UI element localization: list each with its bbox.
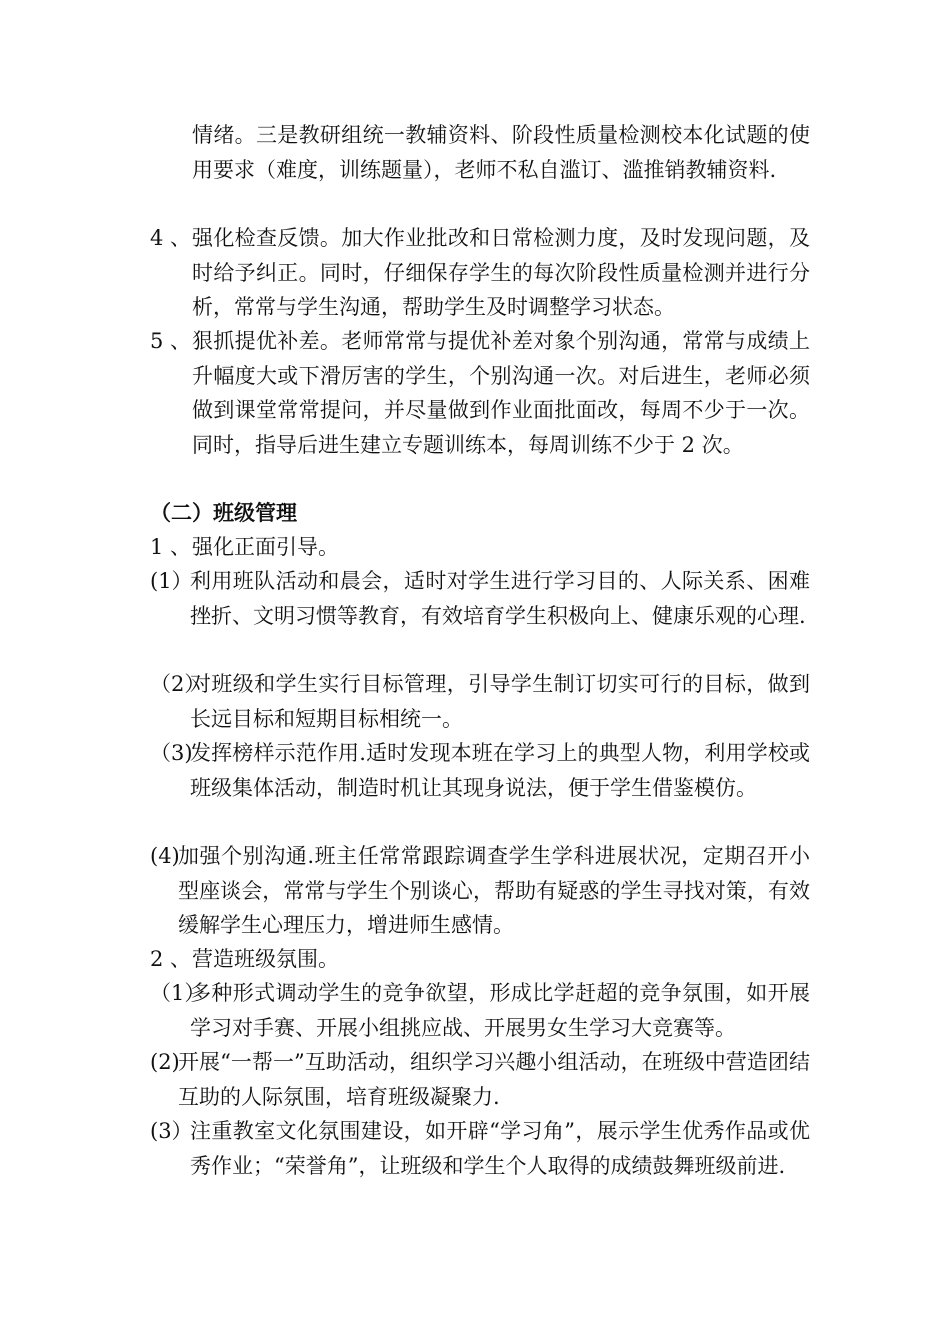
list-item-text: 对班级和学生实行目标管理，引导学生制订切实可行的目标，做到长远目标和短期目标相统一。 (190, 672, 810, 731)
list-item-text: 加强个别沟通.班主任常常跟踪调查学生学科进展状况，定期召开小型座谈会，常常与学生个别谈心，帮助有疑惑的学生寻找对策，有效缓解学生心理压力，增进师生感情。 (178, 844, 810, 937)
list-item-2 (150, 942, 810, 977)
paragraph-text: 情绪。三是教研组统一教辅资料、阶段性质量检测校本化试题的使用要求（难度，训练题量），老师不私自滥订、滥推销教辅资料. (192, 123, 810, 182)
list-item-1 (150, 530, 810, 565)
list-marker: （2） (150, 672, 206, 696)
list-item-text: 开展“一帮一”互助活动，组织学习兴趣小组活动，在班级中营造团结互助的人际氛围，培育班级凝聚力. (178, 1050, 810, 1109)
list-marker: (4) (150, 844, 180, 868)
sub-item-4 (150, 839, 810, 943)
list-marker: 5 、 (150, 329, 192, 353)
list-marker: (2) (150, 1050, 180, 1074)
section-heading: （二）班级管理 (150, 501, 297, 525)
list-item-text: 利用班队活动和晨会，适时对学生进行学习目的、人际关系、困难挫折、文明习惯等教育，有效培育学生积极向上、健康乐观的心理. (190, 569, 810, 628)
list-marker: （1） (150, 981, 206, 1005)
list-item-text: 强化正面引导。 (192, 535, 339, 559)
sub-item-3b (150, 1114, 810, 1183)
paragraph-continuation (150, 118, 810, 187)
list-item-4 (150, 221, 810, 325)
sub-item-2 (150, 667, 810, 736)
list-item-text: 发挥榜样示范作用.适时发现本班在学习上的典型人物，利用学校或班级集体活动，制造时机让其现身说法，便于学生借鉴模仿。 (190, 741, 810, 800)
sub-item-2b (150, 1045, 810, 1114)
list-item-5 (150, 324, 810, 462)
list-item-text: 狠抓提优补差。老师常常与提优补差对象个别沟通，常常与成绩上升幅度大或下滑厉害的学生，个别沟通一次。对后进生，老师必须做到课堂常常提问，并尽量做到作业面批面改，每周不少于一次。同时，指导后进生建立专题训练本，每周训练不少于 2 次。 (192, 329, 810, 457)
list-marker: 1 、 (150, 535, 192, 559)
list-marker: 4 、 (150, 226, 192, 250)
list-item-text: 营造班级氛围。 (192, 947, 339, 971)
list-item-text: 注重教室文化氛围建设，如开辟“学习角”，展示学生优秀作品或优秀作业；“荣誉角”，让班级和学生个人取得的成绩鼓舞班级前进. (190, 1119, 810, 1178)
list-marker: 2 、 (150, 947, 192, 971)
list-marker: (3） (150, 1119, 193, 1143)
sub-item-3 (150, 736, 810, 805)
list-item-text: 多种形式调动学生的竞争欲望，形成比学赶超的竞争氛围，如开展学习对手赛、开展小组挑应战、开展男女生学习大竞赛等。 (190, 981, 810, 1040)
list-item-text: 强化检查反馈。加大作业批改和日常检测力度，及时发现问题，及时给予纠正。同时，仔细保存学生的每次阶段性质量检测并进行分析，常常与学生沟通，帮助学生及时调整学习状态。 (192, 226, 810, 319)
sub-item-1 (150, 564, 810, 633)
list-marker: (1） (150, 569, 193, 593)
list-marker: （3) (150, 741, 193, 765)
sub-item-1b (150, 976, 810, 1045)
